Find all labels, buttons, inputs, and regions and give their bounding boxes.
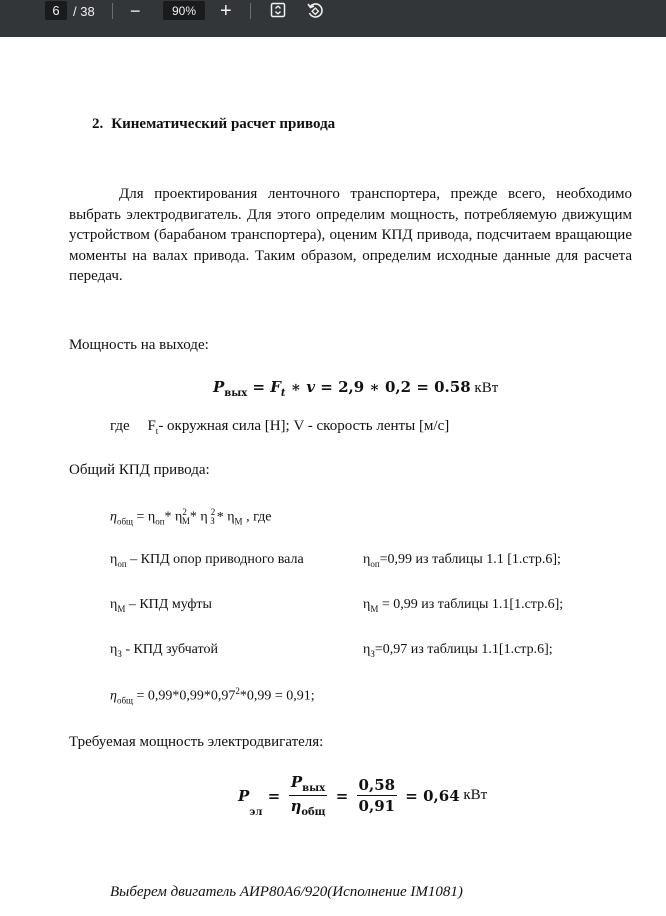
final-line: Выберем двигатель АИР80А6/920(Исполнение IM1081) [110,884,463,900]
efficiency-label: Общий КПД привода: [69,462,210,478]
formula-eta: η [290,797,302,815]
eta-row-right [363,597,563,614]
formula-p-sub: вых [224,388,248,399]
formula-result: 0,64 [423,786,460,805]
output-power-label: Мощность на выходе: [69,337,209,353]
page-total-label: / 38 [73,3,95,19]
eta-row-left [110,597,212,614]
formula-value: 2,9 [338,378,365,396]
formula-mul: ∗ [364,378,385,396]
eta-sup: 2 [182,507,187,517]
formula-sub: общ [301,807,326,818]
formula-eq: = [315,378,339,396]
formula-p: P [290,773,303,791]
eta-formula [110,507,271,526]
eta-row-text: – КПД муфты [125,597,212,612]
eta-sup: 2 [235,686,240,696]
formula-result: 0.58 [434,378,471,396]
zoom-out-button[interactable]: − [130,0,141,21]
where-word: где [110,418,130,434]
fraction-denominator: 0,91 [358,797,396,815]
eta-sub: З [117,648,122,659]
eta-calc-text: *0,99 = 0,91; [239,688,315,704]
formula-eq: = [247,378,271,396]
eta-row-text: = 0,99 из таблицы 1.1[1.стр.6]; [378,597,564,612]
eta-sub: оп [155,516,165,527]
formula-eq: = [400,786,424,805]
eta-tail: , где [242,509,272,525]
eta-sup: 2 [210,507,216,517]
formula-f: F [270,378,281,396]
eta-sub: М [117,603,126,614]
eta-symbol: η [110,509,117,525]
formula-f-sub: t [280,388,286,399]
where-f-sub: t [155,426,159,436]
heading-number: 2. [92,116,104,132]
eta-sub: оп [117,558,127,569]
eta-symbol: η [363,642,371,657]
fit-to-page-icon[interactable] [270,2,286,18]
formula-value: 0,2 [384,378,412,396]
formula-eq: = [330,786,354,805]
intro-paragraph: Для проектирования ленточного транспортера, прежде всего, необходимо выбрать электродвигатель. Для этого определим мощность, потребляемую движущим устройством (барабаном транспортера), оценим КПД привода, подсчитаем вращающие моменты на валах привода. Таким образом, определим исходные данные для расчета передач. [69,186,632,284]
eta-row-text: - КПД зубчатой [121,642,218,657]
eta-symbol: η [147,509,156,525]
required-power-label: Требуемая мощность электродвигателя: [69,734,324,750]
formula-p-sub: эл [249,807,263,818]
fraction-denominator [288,796,327,818]
where-line [110,418,449,436]
eta-row-text: – КПД опор приводного вала [126,552,304,567]
eta-sub: З [370,648,375,659]
fraction-numerator: 0,58 [358,776,396,794]
eta-row-right [363,642,553,659]
page-number-input[interactable]: 6 [45,1,67,20]
eta-calc-text: = 0,99*0,99*0,97 [132,688,236,704]
formula-sub: вых [302,783,326,794]
formula-eq: = [411,378,435,396]
eta-row-text: =0,99 из таблицы 1.1 [1.стр.6]; [379,552,561,567]
eta-sub: М [234,516,243,527]
zoom-in-button[interactable]: + [220,0,232,22]
eta-eq: = [132,509,148,525]
eta-sub: общ [116,516,133,527]
eta-sub: М [181,516,190,527]
eta-row-text: =0,97 из таблицы 1.1[1.стр.6]; [374,642,553,657]
section-heading [92,116,335,133]
formula-eq: = [262,786,286,805]
eta-symbol: η [110,597,118,612]
pdf-toolbar [0,0,666,37]
output-power-formula [213,378,498,399]
formula-mul: ∗ [285,378,307,396]
eta-symbol: η [110,688,117,704]
formula-p: P [213,378,225,396]
fraction-numeric [357,776,398,815]
rotate-icon[interactable] [306,2,324,20]
eta-symbol: η [110,642,118,657]
eta-calculation [110,686,315,705]
eta-symbol: η [175,509,183,525]
eta-sub: М [370,603,379,614]
eta-symbol: η [200,509,208,525]
formula-v: v [306,378,316,396]
eta-row-left [110,642,218,659]
required-power-formula [238,773,487,818]
eta-row-right [363,552,561,569]
eta-symbol: η [110,552,118,567]
zoom-level-input[interactable]: 90% [163,1,205,20]
eta-symbol: η [363,597,371,612]
toolbar-divider [112,3,113,19]
eta-symbol: η [227,509,235,525]
formula-unit: кВт [459,787,488,803]
formula-unit: кВт [470,380,499,396]
eta-sub: оп [370,558,380,569]
document-page [0,37,666,916]
toolbar-divider [250,3,251,19]
eta-sub: З [210,516,215,527]
fraction-numerator [289,773,327,796]
eta-sub: общ [116,695,133,706]
eta-star: * [164,509,176,525]
formula-p: P [238,786,250,805]
fraction-symbolic [288,773,327,818]
eta-star: * [216,509,228,525]
heading-text: Кинематический расчет привода [111,116,336,132]
eta-row-left [110,552,304,569]
where-f: F [147,418,156,434]
where-text: - окружная сила [Н]; V - скорость ленты [м/с] [158,418,450,434]
eta-star: * [189,509,201,525]
eta-symbol: η [363,552,371,567]
